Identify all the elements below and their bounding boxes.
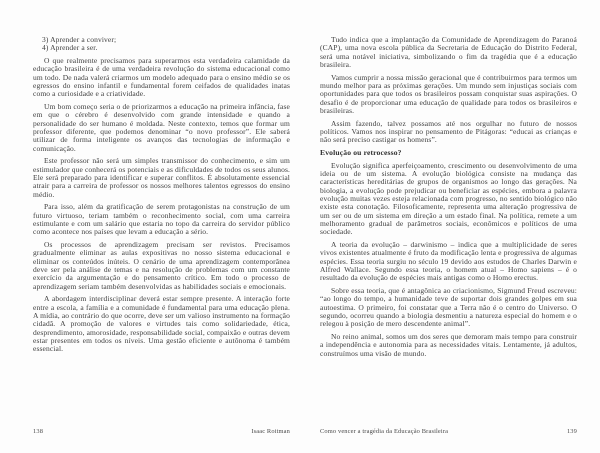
page-number: 138 — [33, 428, 44, 435]
running-head-author: Isaac Roitman — [251, 428, 290, 435]
page-left-footer — [33, 428, 290, 435]
paragraph: Vamos cumprir a nossa missão geracional que é contribuirmos para termos um mundo melhor para as próximas gerações. Um mundo sem injustiças sociais com oportunidades para que todos os brasileiros possam conquistar suas aspirações. O desafio é de proporcionar uma educação de qualidade para todos os brasileiros e brasileiras. — [320, 72, 577, 115]
paragraph: Para isso, além da gratificação de serem protagonistas na construção de um futuro virtuoso, teriam também o reconhecimento social, com uma carreira estimulante e com um salário que estaria no topo da carreira do servidor público como acontece nos países que levam a educação a sério. — [33, 202, 290, 237]
paragraph: Um bom começo seria o de priorizarmos a educação na primeira infância, fase em que o cérebro é desenvolvido com grande intensidade e quando a personalidade do ser humano é moldada. Neste contexto, temos que formar um professor diferente, que podemos denominar “o novo professor”. Ele saberá utilizar de forma inteligente os avanços das tecnologias de informação e comunicação. — [33, 102, 290, 153]
running-head-title: Como vencer a tragédia da Educação Brasileira — [320, 428, 449, 435]
list-item: 4) Aprender a ser. — [42, 43, 98, 53]
paragraph: Este professor não será um simples transmissor do conhecimento, e sim um estimulador que conhecerá os potenciais e as dificuldades de todos os seus alunos. Ele será preparado para identificar e superar conflitos. É absolutamente essencial atrair para a carreira de professor os nossos melhores talentos egressos do ensino médio. — [33, 156, 290, 199]
paragraph: Tudo indica que a implantação da Comunidade de Aprendizagem do Paranoá (CAP), uma nova escola pública da Secretaria de Educação do Distrito Federal, será uma notável iniciativa, simbolizando o fim da tragédia que é a educação brasileira. — [320, 35, 577, 69]
page-left-body — [33, 0, 290, 436]
paragraph: Assim fazendo, talvez possamos até nos orgulhar no futuro de nossos políticos. Vamos nos inspirar no pensamento de Pitágoras: “educai as crianças e não será preciso castigar os homens”. — [320, 118, 577, 145]
list-item: 3) Aprender a conviver; — [42, 35, 117, 44]
paragraph: A abordagem interdisciplinar deverá estar sempre presente. A interação forte entre a escola, a família e a comunidade é fundamental para uma educação plena. A mídia, ao contrário do que ocorre, deve ser um valioso instrumento na formação cidadã. A promoção de valores e virtudes tais como solidariedade, ética, desprendimento, amorosidade, responsabilidade social, compaixão e outras devem estar presentes em todos os níveis. Uma gestão eficiente e autônoma é também essencial. — [33, 294, 290, 354]
paragraph: A teoria da evolução – darwinismo – indica que a multiplicidade de seres vivos existentes atualmente é fruto da modificação lenta e progressiva de algumas espécies. Essa teoria surgiu no século 19 devido aos estudos de Charles Darwin e Alfred Wallace. Segundo essa teoria, o homem atual – Homo sapiens – é o resultado da evolução de espécies mais antigas como o Homo erectus. — [320, 240, 577, 283]
numbered-list — [42, 36, 290, 53]
paragraph: Evolução significa aperfeiçoamento, crescimento ou desenvolvimento de uma ideia ou de um sistema. A evolução biológica consiste na mudança das características hereditárias de grupos de organismos ao longo das gerações. Na biologia, a evolução pode prejudicar ou beneficiar as espécies, embora a palavra evolução muitas vezes esteja relacionada com progresso, no sentido biológico não existe esta conotação. Filosoficamente, representa uma alteração progressiva de um ser ou de um sistema em direção a um estado final. Na política, remete a um melhoramento gradual de parâmetros sociais, econômicos e políticos de uma sociedade. — [320, 160, 577, 237]
page-right-body — [320, 0, 577, 436]
paragraph: Sobre essa teoria, que é antagônica ao criacionismo, Sigmund Freud escreveu: “ao longo do tempo, a humanidade teve de suportar dois grandes golpes em sua autoestima. O primeiro, foi constatar que a Terra não é o centro do Universo. O segundo, ocorreu quando a biologia desmentiu a natureza especial do homem e o relegou à posição de mero descendente animal”. — [320, 286, 577, 329]
page-right-footer — [320, 428, 577, 435]
paragraph: No reino animal, somos um dos seres que demoram mais tempo para construir a independência e autonomia para as necessidades vitais. Lentamente, já adultos, construímos uma visão de mundo. — [320, 332, 577, 358]
section-heading: Evolução ou retrocesso? — [320, 148, 402, 158]
page-number: 139 — [566, 428, 577, 435]
paragraph: O que realmente precisamos para superarmos esta verdadeira calamidade da educação brasileira é de uma verdadeira revolução do sistema educacional como um todo. De nada valerá criarmos um modelo adequado para o ensino médio se os egressos do ensino infantil e fundamental forem ceifados de qualidades inatas como a curiosidade e a criatividade. — [33, 56, 290, 99]
paragraph: Os processos de aprendizagem precisam ser revistos. Precisamos gradualmente eliminar as aulas expositivas no nosso sistema educacional e eliminar os conteúdos inúteis. O cenário de uma aprendizagem contemporânea deve ser pela análise de temas e na resolução de problemas com um constante exercício da argumentação e do pensamento crítico. Em todo o processo de aprendizagem seriam também desenvolvidas as habilidades sociais e emocionais. — [33, 240, 290, 291]
page-left — [33, 0, 290, 453]
page-right — [320, 0, 577, 453]
